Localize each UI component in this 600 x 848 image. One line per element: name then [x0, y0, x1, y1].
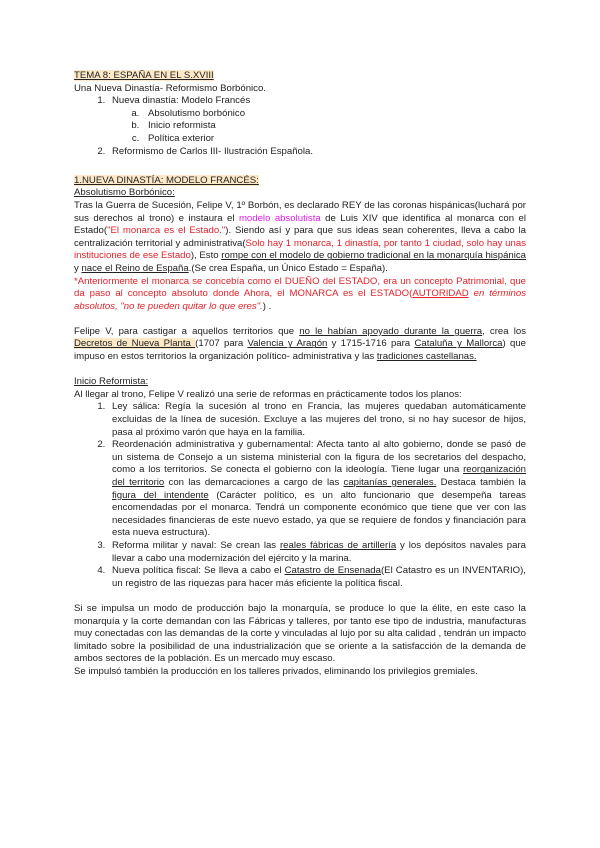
section-heading: 1.NUEVA DINASTÍA: MODELO FRANCÉS: [74, 174, 259, 186]
reform-item: 4. Nueva política fiscal: Se lleva a cabo el Catastro de Ensenada(El Catastro es un INVENTARIO), un registro de las riquezas para hacer más eficiente la política fiscal. [108, 565, 526, 590]
index-subitem: c. Política exterior [142, 133, 526, 146]
doc-subtitle: Una Nueva Dinastía- Reformismo Borbónico. [74, 82, 266, 94]
index-sublist [112, 108, 526, 146]
index-item: 1. Nueva dinastía: Modelo Francés a. Absolutismo borbónico b. Inicio reformista c. Política exterior [108, 95, 526, 145]
paragraph-reformista-intro: Al llegar al trono, Felipe V realizó una serie de reformas en prácticamente todos los planos: [74, 388, 462, 400]
paragraph-talleres: Se impulsó también la producción en los talleres privados, eliminando los privilegios gremiales. [74, 665, 478, 677]
reform-item: 2. Reordenación administrativa y gubernamental: Afecta tanto al alto gobierno, donde se pasó de un sistema de Consejo a un sistema ministerial con la figura de los secretarios del despacho, como a los territorios. Se conecta el gobierno con la ideología. Tiene lugar una reorganización del territorio con las demarcaciones a cargo de las capitanías generales. Destaca también la figura del intendente (Carácter político, es un alto funcionario que desempeña tareas encomendadas por el monarca. Tendrá un componente económico que tiene que ver con las necesidades financieras de este nuevo estado, ya que se requiere de fondos y financiación para esta nueva estructura). [108, 439, 526, 540]
subsection-heading-absolutismo: Absolutismo Borbónico: [74, 187, 175, 199]
doc-title [74, 70, 526, 83]
index-list [74, 95, 526, 158]
reforms-list [74, 401, 526, 590]
note-absolutismo: *Anteriormente el monarca se concebía como el DUEÑO del ESTADO, era un concepto Patrimonial, que da paso al concepto absoluto donde Ahora, el MONARCA es el ESTADO(AUTORIDAD en términos absolutos, "no te pueden quitar lo que eres".) . [74, 275, 526, 312]
tema-title: TEMA 8: ESPAÑA EN EL S.XVIII [74, 70, 214, 81]
subsection-heading-reformista: Inicio Reformista: [74, 376, 149, 388]
index-item: 2. Reformismo de Carlos III- Ilustración Española. [108, 146, 526, 159]
index-subitem: b. Inicio reformista [142, 120, 526, 133]
document-page [74, 70, 526, 679]
reform-item: 3. Reforma militar y naval: Se crean las reales fábricas de artillería y los depósitos navales para llevar a cabo una modernización del ejército y la marina. [108, 540, 526, 565]
paragraph-produccion: Si se impulsa un modo de producción bajo la monarquía, se produce lo que la élite, en este caso la monarquía y la corte demandan con las Fábricas y talleres, por tanto ese tipo de industria, manufacturas muy conectadas con las demandas de la corte y vinculadas al lujo por su alta calidad , tendrán un impacto limitado sobre la posibilidad de una industrialización que se oriente a la satisfacción de la demanda de ambos sectores de la población. Es un mercado muy escaso. [74, 602, 526, 665]
paragraph-absolutismo: Tras la Guerra de Sucesión, Felipe V, 1º Borbón, es declarado REY de las coronas hispánicas(luchará por sus derechos al trono) e instaura el modelo absolutista de Luis XIV que identifica al monarca con el Estado("El monarca es el Estado."). Siendo así y para que sus ideas sean coherentes, lleva a cabo la centralización territorial y administrativa(Solo hay 1 monarca, 1 dinastía, por tanto 1 ciudad, solo hay unas instituciones de ese Estado), Esto rompe con el modelo de gobierno tradicional en la monarquía hispánica y nace el Reino de España.(Se crea España, un Único Estado = España). [74, 199, 527, 274]
reform-item: 1. Ley sálica: Regía la sucesión al trono en Francia, las mujeres quedaban automáticamente excluidas de la línea de sucesión. Excluye a las mujeres del trono, si no hay sucesor de hijos, pasa al próximo varón que haya en la familia. [108, 401, 526, 439]
index-subitem: a. Absolutismo borbónico [142, 108, 526, 121]
paragraph-nueva-planta: Felipe V, para castigar a aquellos territorios que no le habían apoyado durante la guerra, crea los Decretos de Nueva Planta (1707 para Valencia y Aragón y 1715-1716 para Cataluña y Mallorca) que impuso en estos territorios la organización político- administrativa y las tradiciones castellanas. [74, 325, 526, 363]
